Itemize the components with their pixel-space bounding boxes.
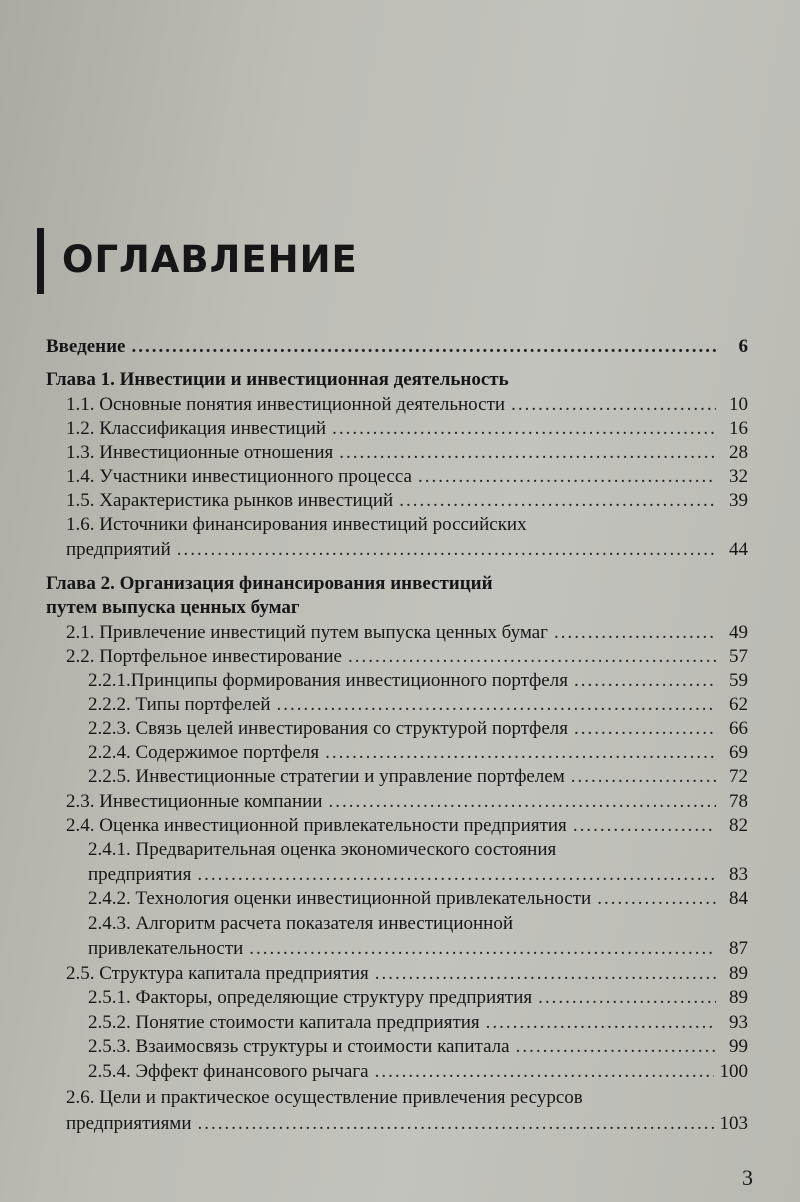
toc-entry-page: 100 xyxy=(719,1061,748,1082)
toc-entry-page: 10 xyxy=(729,394,748,415)
toc-chapter-heading xyxy=(46,573,493,597)
toc-entry-page: 6 xyxy=(738,336,748,357)
toc-entry-page: 32 xyxy=(729,466,748,487)
toc-entry xyxy=(88,938,748,962)
leader-dots xyxy=(339,442,716,464)
toc-entry-page: 93 xyxy=(729,1012,748,1033)
toc-entry-title: 2.5.3. Взаимосвязь структуры и стоимости капитала xyxy=(88,1036,510,1057)
toc-entry xyxy=(66,622,748,646)
leader-dots xyxy=(486,1012,716,1034)
toc-entry-title: 2.4.1. Предварительная оценка экономического состояния xyxy=(88,839,557,860)
toc-entry-page: 83 xyxy=(729,864,748,885)
toc-entry-page: 28 xyxy=(729,442,748,463)
leader-dots xyxy=(277,694,716,716)
toc-entry xyxy=(88,1012,748,1036)
leader-dots xyxy=(328,791,716,813)
toc-entry-title: 1.4. Участники инвестиционного процесса xyxy=(66,466,412,487)
leader-dots xyxy=(597,888,716,910)
page-title: ОГЛАВЛЕНИЕ xyxy=(62,238,358,281)
toc-entry-title: предприятий xyxy=(66,539,171,560)
leader-dots xyxy=(511,394,716,416)
toc-entry xyxy=(88,766,748,790)
leader-dots xyxy=(375,963,716,985)
toc-entry-title: 2.4.3. Алгоритм расчета показателя инвестиционной xyxy=(88,913,514,934)
toc-entry xyxy=(66,539,748,563)
toc-entry-title: 2.4.2. Технология оценки инвестиционной привлекательности xyxy=(88,888,592,909)
toc-entry xyxy=(88,888,748,912)
toc-entry-page: 99 xyxy=(729,1036,748,1057)
toc-entry-title: 2.2.3. Связь целей инвестирования со структурой портфеля xyxy=(88,718,569,739)
toc-entry-page: 57 xyxy=(729,646,748,667)
toc-entry-title: 2.4. Оценка инвестиционной привлекательности предприятия xyxy=(66,815,567,836)
toc-entry-page: 49 xyxy=(729,622,748,643)
toc-entry-title: путем выпуска ценных бумаг xyxy=(46,597,300,618)
toc-entry xyxy=(88,742,748,766)
toc-chapter-heading xyxy=(46,597,300,621)
toc-entry xyxy=(88,670,748,694)
leader-dots xyxy=(197,864,716,886)
toc-entry-title: 2.3. Инвестиционные компании xyxy=(66,791,323,812)
toc-entry xyxy=(66,394,748,418)
toc-entry-page: 78 xyxy=(729,791,748,812)
toc-entry-title: 2.1. Привлечение инвестиций путем выпуска ценных бумаг xyxy=(66,622,548,643)
toc-entry-page: 72 xyxy=(729,766,748,787)
leader-dots xyxy=(132,336,717,358)
toc-chapter-heading xyxy=(46,369,509,393)
leader-dots xyxy=(516,1036,716,1058)
toc-entry-line xyxy=(88,839,556,863)
toc-entry-title: 2.2.1.Принципы формирования инвестиционного портфеля xyxy=(88,670,568,691)
toc-entry-title: 1.5. Характеристика рынков инвестиций xyxy=(66,490,394,511)
toc-entry-title: 1.3. Инвестиционные отношения xyxy=(66,442,334,463)
toc-entry xyxy=(66,418,748,442)
toc-entry-title: 2.2.5. Инвестиционные стратегии и управление портфелем xyxy=(88,766,565,787)
toc-entry xyxy=(66,490,748,514)
leader-dots xyxy=(574,718,716,740)
leader-dots xyxy=(399,490,716,512)
page-number: 3 xyxy=(742,1165,753,1190)
toc-entry-page: 59 xyxy=(729,670,748,691)
toc-entry-page: 66 xyxy=(729,718,748,739)
toc-entry-title: 2.2.2. Типы портфелей xyxy=(88,694,271,715)
leader-dots xyxy=(573,815,716,837)
toc-entry-page: 84 xyxy=(729,888,748,909)
toc-entry xyxy=(66,963,748,987)
toc-entry-page: 39 xyxy=(729,490,748,511)
toc-entry-title: предприятия xyxy=(88,864,192,885)
toc-entry-title: 2.5.1. Факторы, определяющие структуру предприятия xyxy=(88,987,533,1008)
toc-entry xyxy=(66,466,748,490)
toc-entry-page: 82 xyxy=(729,815,748,836)
toc-entry xyxy=(46,336,748,360)
leader-dots xyxy=(418,466,716,488)
toc-entry-page: 16 xyxy=(729,418,748,439)
toc-entry-title: Введение xyxy=(46,336,126,357)
toc-entry-page: 89 xyxy=(729,987,748,1008)
leader-dots xyxy=(571,766,716,788)
toc-entry-page: 44 xyxy=(729,539,748,560)
toc-entry-title: 2.2. Портфельное инвестирование xyxy=(66,646,342,667)
toc-entry-title: 2.5.4. Эффект финансового рычага xyxy=(88,1061,369,1082)
toc-entry xyxy=(66,1113,748,1137)
toc-entry xyxy=(66,442,748,466)
leader-dots xyxy=(554,622,716,644)
leader-dots xyxy=(198,1113,714,1135)
leader-dots xyxy=(249,938,716,960)
toc-entry xyxy=(88,1036,748,1060)
leader-dots xyxy=(348,646,716,668)
toc-entry-title: Глава 1. Инвестиции и инвестиционная деятельность xyxy=(46,369,509,390)
toc-entry-page: 87 xyxy=(729,938,748,959)
toc-entry xyxy=(66,815,748,839)
leader-dots xyxy=(375,1061,714,1083)
leader-dots xyxy=(538,987,716,1009)
toc-entry-title: 1.6. Источники финансирования инвестиций российских xyxy=(66,514,527,535)
toc-entry-page: 69 xyxy=(729,742,748,763)
toc-entry-title: 1.2. Классификация инвестиций xyxy=(66,418,327,439)
toc-entry-title: Глава 2. Организация финансирования инвестиций xyxy=(46,573,493,594)
toc-entry xyxy=(88,864,748,888)
toc-entry-title: привлекательности xyxy=(88,938,244,959)
toc-entry xyxy=(66,791,748,815)
toc-entry-line xyxy=(88,913,513,937)
leader-dots xyxy=(177,539,716,561)
toc-entry xyxy=(88,718,748,742)
toc-entry xyxy=(88,987,748,1011)
toc-entry-title: 2.5.2. Понятие стоимости капитала предприятия xyxy=(88,1012,480,1033)
toc-entry-line xyxy=(66,514,527,538)
toc-entry xyxy=(88,694,748,718)
toc-entry xyxy=(66,646,748,670)
toc-entry xyxy=(88,1061,748,1085)
toc-entry-title: 2.2.4. Содержимое портфеля xyxy=(88,742,320,763)
leader-dots xyxy=(574,670,716,692)
toc-entry-page: 89 xyxy=(729,963,748,984)
toc-entry-page: 62 xyxy=(729,694,748,715)
toc-entry-page: 103 xyxy=(719,1113,748,1134)
leader-dots xyxy=(325,742,716,764)
toc-entry-line xyxy=(66,1087,583,1111)
leader-dots xyxy=(332,418,716,440)
toc-entry-title: предприятиями xyxy=(66,1113,192,1134)
toc-entry-title: 1.1. Основные понятия инвестиционной деятельности xyxy=(66,394,506,415)
toc-entry-title: 2.6. Цели и практическое осуществление привлечения ресурсов xyxy=(66,1087,583,1108)
toc-entry-title: 2.5. Структура капитала предприятия xyxy=(66,963,369,984)
